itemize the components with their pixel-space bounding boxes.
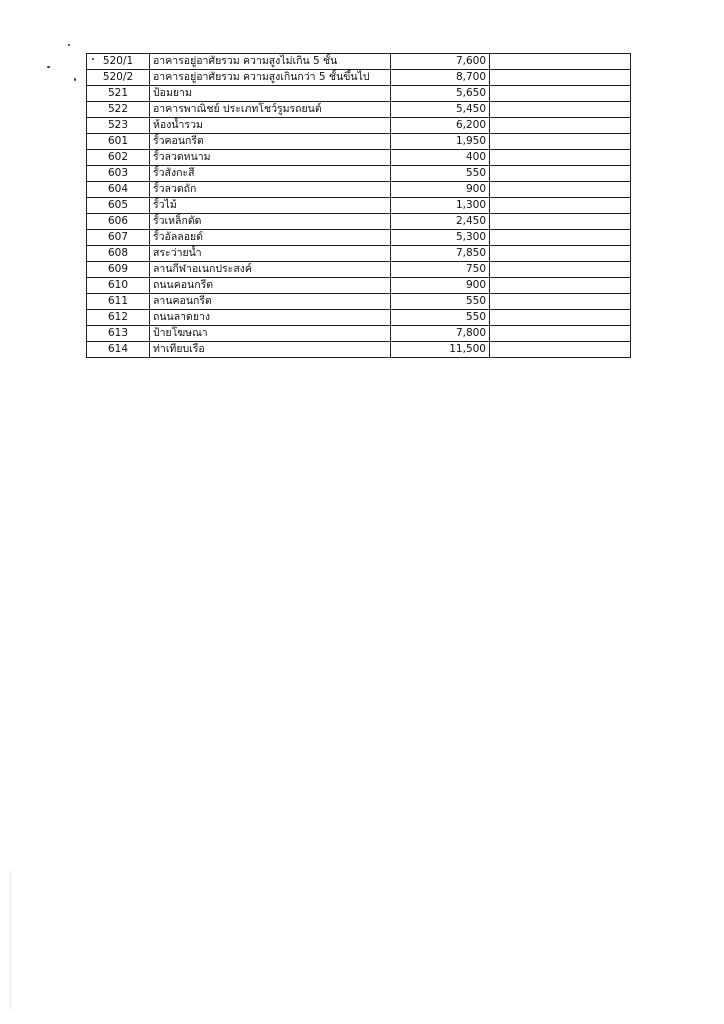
note-cell	[490, 278, 631, 294]
price-cell: 1,950	[391, 134, 490, 150]
note-cell	[490, 54, 631, 70]
table-row	[87, 278, 631, 294]
name-cell: ลานคอนกรีต	[150, 294, 391, 310]
code-cell: 604	[87, 182, 150, 198]
table-body	[87, 54, 631, 358]
note-cell	[490, 118, 631, 134]
table-row	[87, 326, 631, 342]
code-cell: 520/2	[87, 70, 150, 86]
table-row	[87, 198, 631, 214]
name-cell: อาคารพาณิชย์ ประเภทโชว์รูมรถยนต์	[150, 102, 391, 118]
name-cell: ลานกีฬาอเนกประสงค์	[150, 262, 391, 278]
note-cell	[490, 166, 631, 182]
table-row	[87, 214, 631, 230]
scan-speck	[74, 78, 76, 81]
code-cell: 522	[87, 102, 150, 118]
price-cell: 2,450	[391, 214, 490, 230]
table-row	[87, 342, 631, 358]
code-cell: 609	[87, 262, 150, 278]
price-cell: 8,700	[391, 70, 490, 86]
code-cell: 601	[87, 134, 150, 150]
name-cell: รั้วคอนกรีต	[150, 134, 391, 150]
note-cell	[490, 70, 631, 86]
name-cell: รั้วไม้	[150, 198, 391, 214]
code-cell: 602	[87, 150, 150, 166]
code-cell: 612	[87, 310, 150, 326]
table-row	[87, 246, 631, 262]
note-cell	[490, 230, 631, 246]
code-cell: 523	[87, 118, 150, 134]
note-cell	[490, 342, 631, 358]
table-row	[87, 118, 631, 134]
price-cell: 7,600	[391, 54, 490, 70]
price-cell: 750	[391, 262, 490, 278]
price-cell: 11,500	[391, 342, 490, 358]
note-cell	[490, 294, 631, 310]
name-cell: อาคารอยู่อาศัยรวม ความสูงเกินกว่า 5 ชั้นขึ้นไป	[150, 70, 391, 86]
note-cell	[490, 310, 631, 326]
code-cell: 521	[87, 86, 150, 102]
code-cell: 611	[87, 294, 150, 310]
table-row	[87, 102, 631, 118]
name-cell: สระว่ายน้ำ	[150, 246, 391, 262]
name-cell: ถนนคอนกรีต	[150, 278, 391, 294]
name-cell: รั้วอัลลอยด์	[150, 230, 391, 246]
code-cell: 520/1	[87, 54, 150, 70]
price-cell: 7,800	[391, 326, 490, 342]
code-cell: 607	[87, 230, 150, 246]
code-cell: 610	[87, 278, 150, 294]
code-cell: 608	[87, 246, 150, 262]
name-cell: รั้วลวดหนาม	[150, 150, 391, 166]
name-cell: รั้วสังกะสี	[150, 166, 391, 182]
price-cell: 550	[391, 310, 490, 326]
table-row	[87, 86, 631, 102]
note-cell	[490, 102, 631, 118]
building-rate-table	[86, 53, 631, 358]
note-cell	[490, 134, 631, 150]
table-row	[87, 70, 631, 86]
price-cell: 7,850	[391, 246, 490, 262]
name-cell: รั้วเหล็กดัด	[150, 214, 391, 230]
price-cell: 5,650	[391, 86, 490, 102]
table-row	[87, 310, 631, 326]
table-row	[87, 54, 631, 70]
table-row	[87, 182, 631, 198]
note-cell	[490, 326, 631, 342]
name-cell: ห้องน้ำรวม	[150, 118, 391, 134]
code-cell: 614	[87, 342, 150, 358]
scan-edge-mark	[10, 870, 11, 1010]
note-cell	[490, 214, 631, 230]
name-cell: ท่าเทียบเรือ	[150, 342, 391, 358]
note-cell	[490, 86, 631, 102]
price-cell: 550	[391, 166, 490, 182]
scan-speck	[47, 66, 50, 68]
table-row	[87, 150, 631, 166]
price-cell: 550	[391, 294, 490, 310]
name-cell: ป้ายโฆษณา	[150, 326, 391, 342]
table-row	[87, 262, 631, 278]
name-cell: อาคารอยู่อาศัยรวม ความสูงไม่เกิน 5 ชั้น	[150, 54, 391, 70]
note-cell	[490, 198, 631, 214]
code-cell: 603	[87, 166, 150, 182]
scan-speck	[68, 44, 70, 46]
code-cell: 606	[87, 214, 150, 230]
note-cell	[490, 150, 631, 166]
note-cell	[490, 262, 631, 278]
name-cell: ถนนลาดยาง	[150, 310, 391, 326]
price-cell: 1,300	[391, 198, 490, 214]
price-cell: 400	[391, 150, 490, 166]
table-row	[87, 166, 631, 182]
price-cell: 5,450	[391, 102, 490, 118]
price-cell: 6,200	[391, 118, 490, 134]
price-cell: 900	[391, 278, 490, 294]
name-cell: ป้อมยาม	[150, 86, 391, 102]
note-cell	[490, 182, 631, 198]
table-row	[87, 230, 631, 246]
code-cell: 613	[87, 326, 150, 342]
table-row	[87, 134, 631, 150]
note-cell	[490, 246, 631, 262]
code-cell: 605	[87, 198, 150, 214]
price-cell: 5,300	[391, 230, 490, 246]
name-cell: รั้วลวดถัก	[150, 182, 391, 198]
price-cell: 900	[391, 182, 490, 198]
table-row	[87, 294, 631, 310]
